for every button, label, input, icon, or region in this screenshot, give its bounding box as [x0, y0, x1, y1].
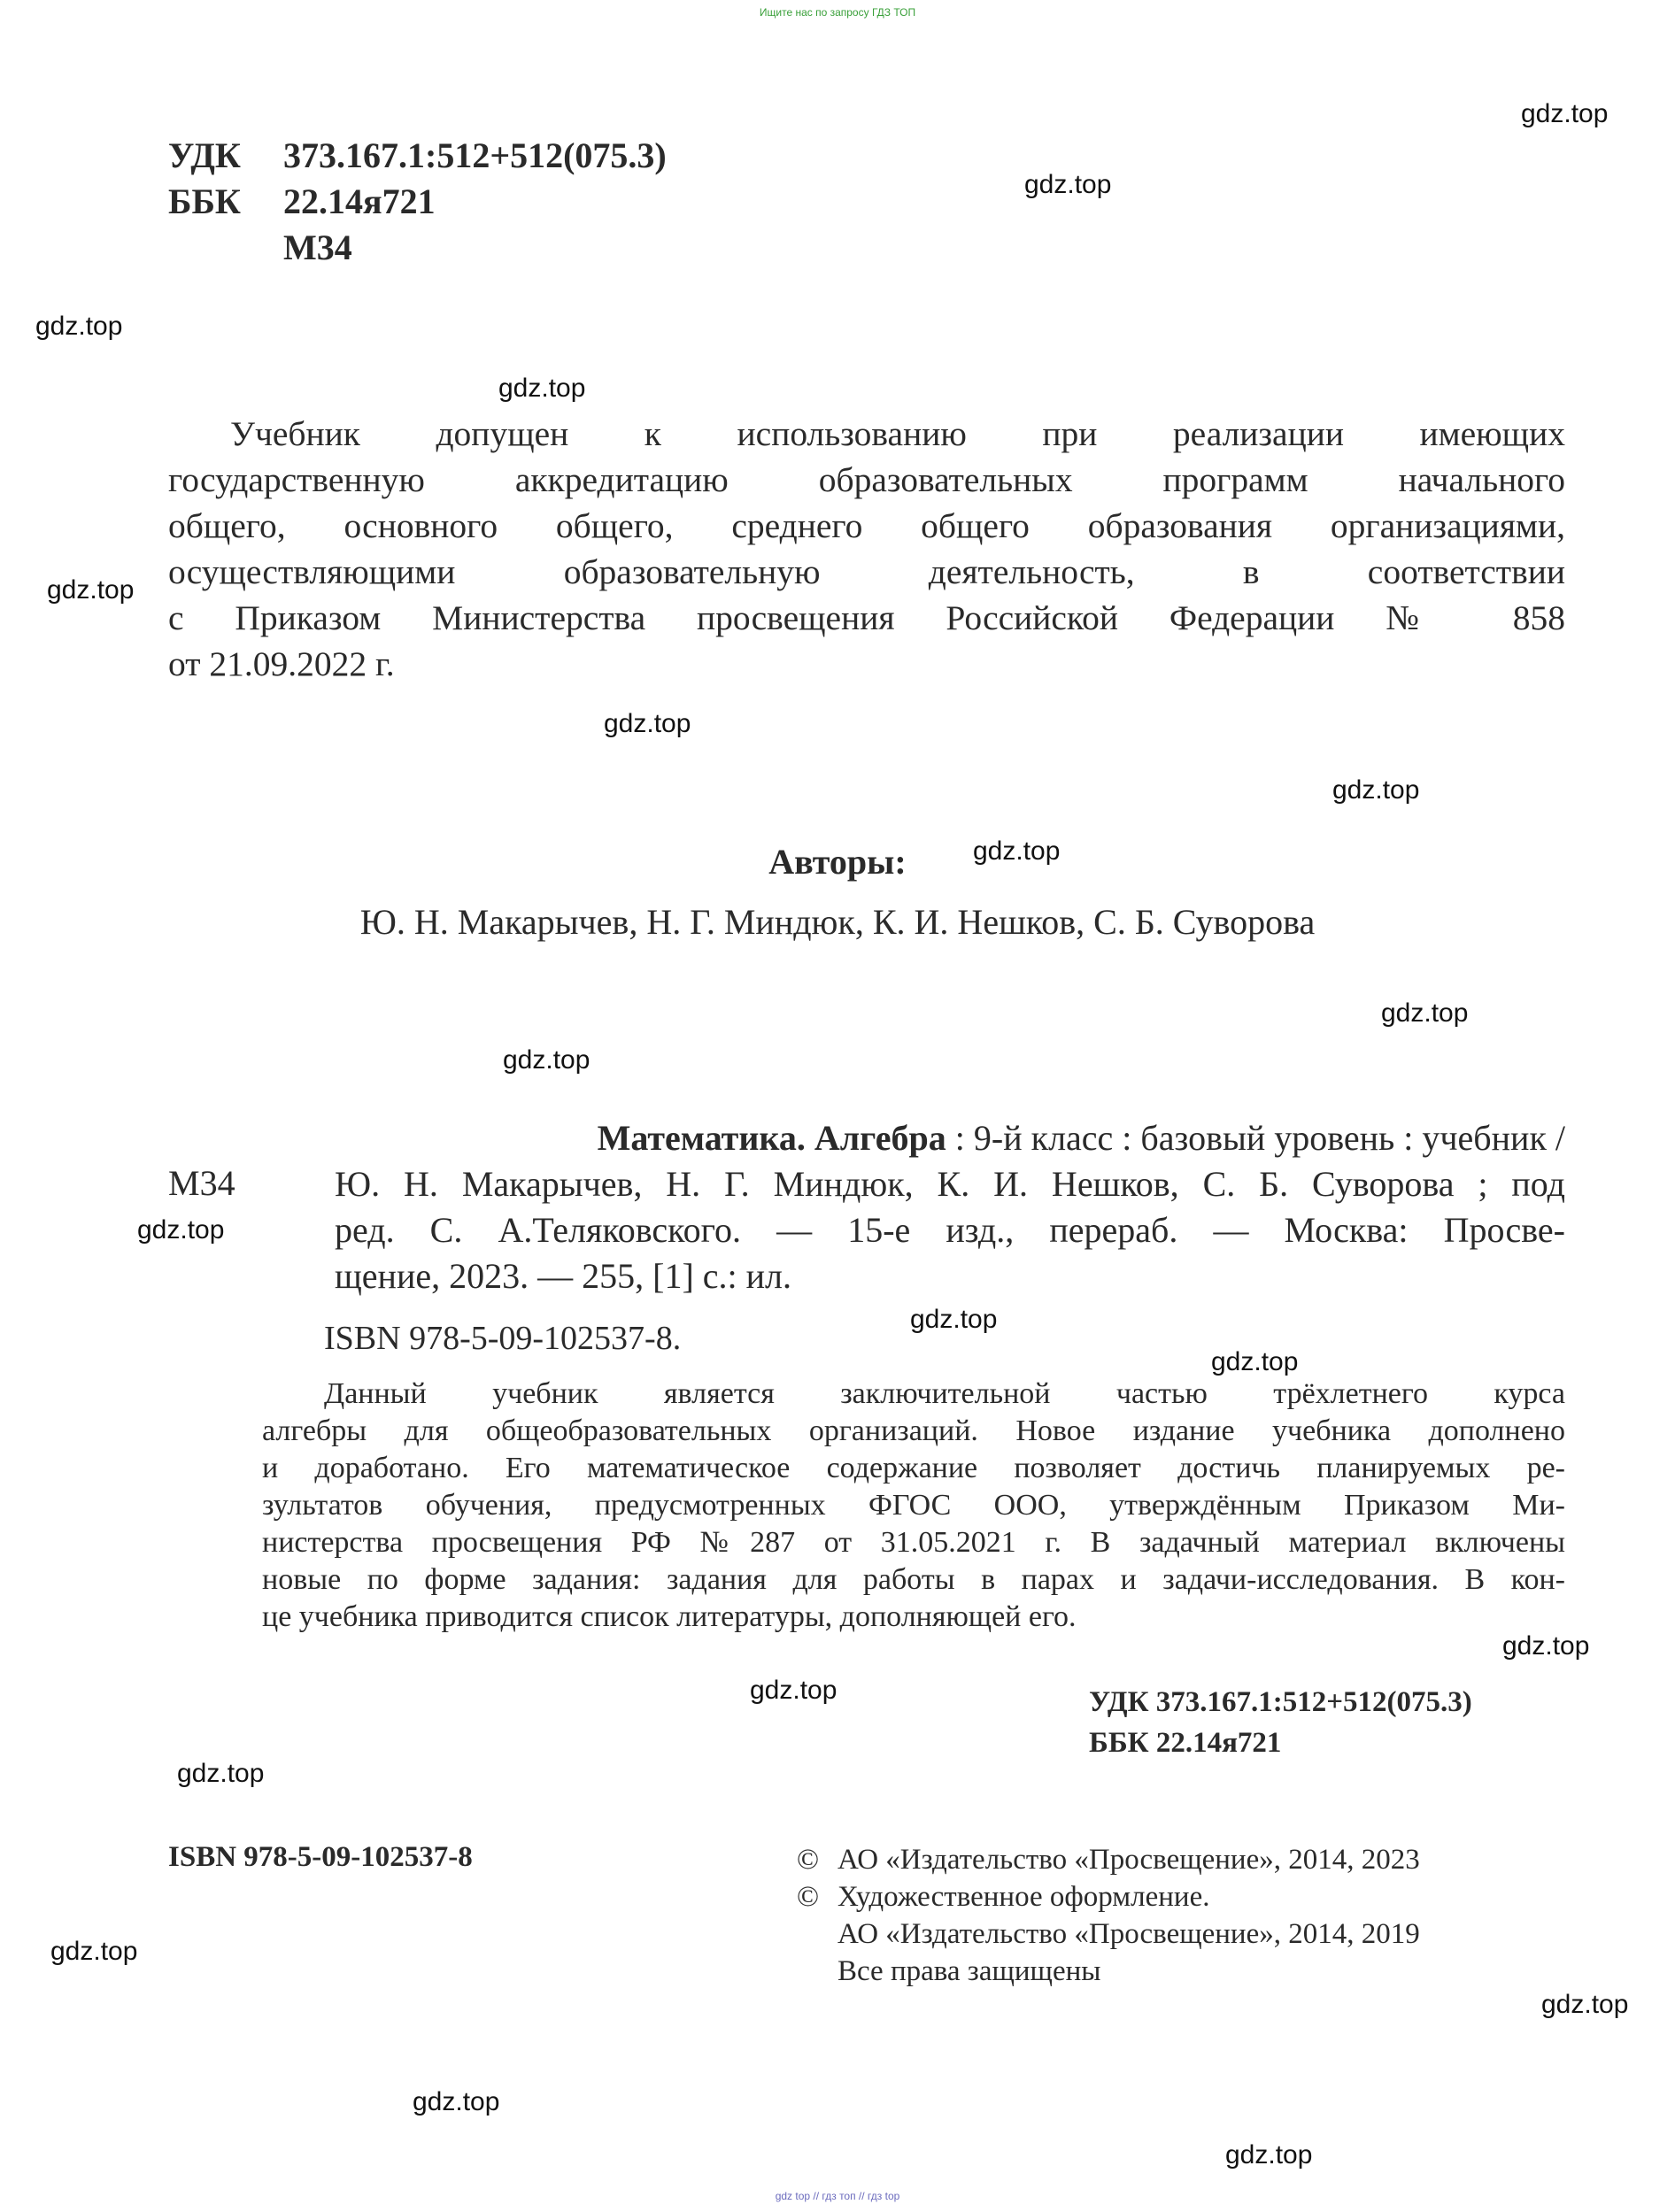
biblio-line: ред. С. А.Теляковского. — 15-е изд., перераб. — Москва: Просве- — [335, 1210, 1565, 1250]
approval-line: с Приказом Министерства просвещения Российской Федерации № 858 — [168, 598, 1565, 637]
author-mark: М34 — [283, 227, 352, 267]
udk-value: 373.167.1:512+512(075.3) — [283, 135, 667, 175]
copyright-line: Художественное оформление. — [838, 1881, 1210, 1913]
watermark[interactable]: gdz.top — [498, 374, 586, 403]
watermark[interactable]: gdz.top — [1541, 1990, 1629, 2019]
watermark[interactable]: gdz.top — [910, 1305, 998, 1334]
udk-label: УДК — [168, 135, 241, 175]
watermark[interactable]: gdz.top — [47, 575, 135, 605]
header-note[interactable]: Ищите нас по запросу ГДЗ ТОП — [759, 6, 916, 19]
copyright-line: Все права защищены — [838, 1955, 1101, 1987]
bbk-label: ББК — [168, 181, 241, 221]
abstract-line: и доработано. Его математическое содержание позволяет достичь планируемых ре- — [262, 1452, 1565, 1484]
isbn-bottom: ISBN 978-5-09-102537-8 — [168, 1841, 473, 1873]
watermark[interactable]: gdz.top — [973, 836, 1061, 866]
watermark[interactable]: gdz.top — [1225, 2140, 1313, 2170]
abstract-line: це учебника приводится список литературы, дополняющей его. — [262, 1600, 1077, 1633]
watermark[interactable]: gdz.top — [50, 1937, 138, 1966]
biblio-line: щение, 2023. — 255, [1] с.: ил. — [335, 1256, 791, 1296]
watermark[interactable]: gdz.top — [1211, 1347, 1299, 1376]
abstract-line: зультатов обучения, предусмотренных ФГОС ООО, утверждённым Приказом Ми- — [262, 1489, 1565, 1522]
watermark[interactable]: gdz.top — [177, 1759, 265, 1788]
udk-bottom-bbk: ББК 22.14я721 — [1089, 1727, 1282, 1759]
copyright-line: АО «Издательство «Просвещение», 2014, 2019 — [838, 1918, 1420, 1950]
watermark[interactable]: gdz.top — [1024, 170, 1112, 199]
watermark[interactable]: gdz.top — [604, 709, 691, 738]
biblio-title: Математика. Алгебра — [597, 1118, 946, 1158]
abstract-paragraph — [262, 1376, 1565, 1636]
approval-line: Учебник допущен к использованию при реализации имеющих — [230, 414, 1565, 453]
copyright-block — [797, 1841, 1420, 1990]
watermark[interactable]: gdz.top — [1332, 775, 1420, 805]
bbk-value: 22.14я721 — [283, 181, 436, 221]
authors-heading: Авторы: — [768, 842, 907, 882]
abstract-line: Данный учебник является заключительной частью трёхлетнего курса — [324, 1377, 1565, 1410]
approval-paragraph — [168, 411, 1565, 687]
watermark[interactable]: gdz.top — [1381, 998, 1469, 1028]
copyright-line: АО «Издательство «Просвещение», 2014, 2023 — [838, 1844, 1420, 1876]
biblio-title-rest: : 9-й класс : базовый уровень : учебник / — [946, 1118, 1565, 1158]
abstract-line: алгебры для общеобразовательных организаций. Новое издание учебника дополнено — [262, 1414, 1565, 1447]
copyright-icon: © — [797, 1881, 820, 1913]
page-show-through — [266, 89, 1611, 2124]
watermark[interactable]: gdz.top — [137, 1215, 225, 1245]
biblio-title-line — [335, 1115, 1565, 1161]
approval-line: общего, основного общего, среднего общего образования организациями, — [168, 506, 1565, 545]
approval-line: от 21.09.2022 г. — [168, 644, 395, 683]
watermark[interactable]: gdz.top — [1502, 1631, 1590, 1661]
watermark[interactable]: gdz.top — [750, 1676, 838, 1705]
copyright-icon: © — [797, 1844, 820, 1876]
approval-line: государственную аккредитацию образовательных программ начального — [168, 460, 1565, 499]
biblio-record — [335, 1115, 1565, 1299]
abstract-line: новые по форме задания: задания для работы в парах и задачи-исследования. В кон- — [262, 1563, 1565, 1596]
abstract-line: нистерства просвещения РФ №287 от 31.05.2021 г. В задачный материал включены — [262, 1526, 1565, 1559]
watermark[interactable]: gdz.top — [503, 1045, 590, 1075]
approval-line: осуществляющими образовательную деятельность, в соответствии — [168, 552, 1565, 591]
watermark[interactable]: gdz.top — [413, 2087, 500, 2116]
footer-note[interactable]: gdz top // гдз топ // гдз top — [775, 2190, 900, 2202]
watermark[interactable]: gdz.top — [35, 312, 123, 341]
authors-names: Ю. Н. Макарычев, Н. Г. Миндюк, К. И. Нешков, С. Б. Суворова — [359, 902, 1316, 942]
biblio-author-mark: М34 — [168, 1163, 235, 1203]
isbn-main: ISBN 978-5-09-102537-8. — [324, 1320, 682, 1357]
udk-bottom — [1089, 1682, 1472, 1763]
udk-bottom-udk: УДК 373.167.1:512+512(075.3) — [1089, 1686, 1472, 1718]
watermark[interactable]: gdz.top — [1521, 99, 1609, 128]
biblio-line: Ю. Н. Макарычев, Н. Г. Миндюк, К. И. Нешков, С. Б. Суворова ; под — [335, 1164, 1565, 1204]
